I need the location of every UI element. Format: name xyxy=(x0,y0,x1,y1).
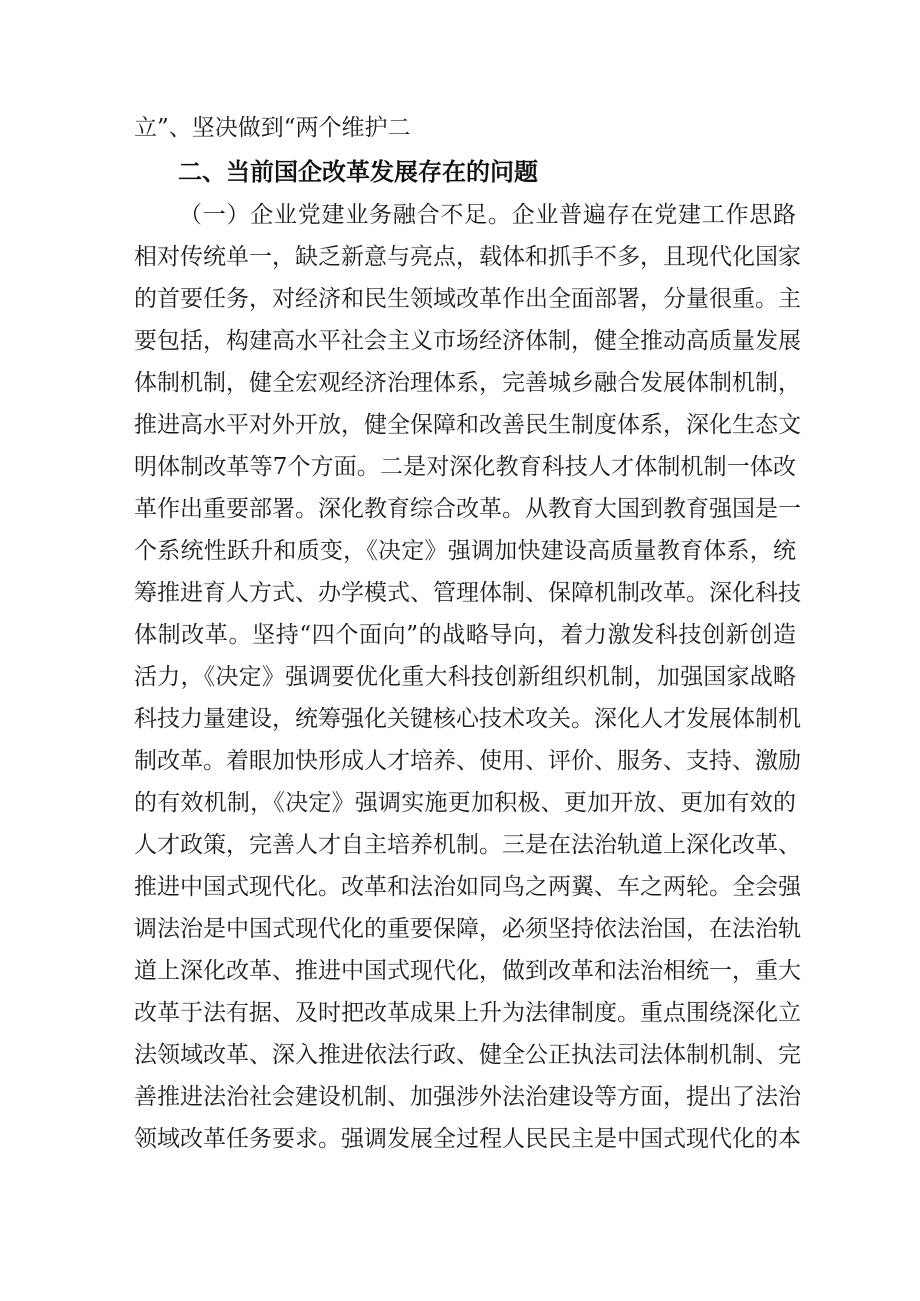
paragraph-line: 体制改革。坚持“四个面向”的战略导向，着力激发科技创新创造 xyxy=(134,622,796,648)
paragraph-line: 个系统性跃升和质变，《决定》强调加快建设高质量教育体系，统 xyxy=(134,538,796,564)
paragraph-line: 道上深化改革、推进中国式现代化，做到改革和法治相统一，重大 xyxy=(134,958,801,984)
paragraph-line: （一）企业党建业务融合不足。企业普遍存在党建工作思路 xyxy=(179,202,796,228)
paragraph-line: 的有效机制，《决定》强调实施更加积极、更加开放、更加有效的 xyxy=(134,790,796,816)
paragraph-line: 领域改革任务要求。强调发展全过程人民民主是中国式现代化的本 xyxy=(134,1126,801,1152)
paragraph-line: 推进高水平对外开放，健全保障和改善民生制度体系，深化生态文 xyxy=(134,412,801,438)
paragraph-line: 明体制改革等7个方面。二是对深化教育科技人才体制机制一体改 xyxy=(134,454,796,480)
paragraph-line: 的首要任务，对经济和民生领域改革作出全面部署，分量很重。主 xyxy=(134,286,801,312)
paragraph-line: 推进中国式现代化。改革和法治如同鸟之两翼、车之两轮。全会强 xyxy=(134,874,801,900)
paragraph-line: 革作出重要部署。深化教育综合改革。从教育大国到教育强国是一 xyxy=(134,496,801,522)
paragraph-line: 制改革。着眼加快形成人才培养、使用、评价、服务、支持、激励 xyxy=(134,748,801,774)
paragraph-line: 法领域改革、深入推进依法行政、健全公正执法司法体制机制、完 xyxy=(134,1042,801,1068)
paragraph-line: 人才政策，完善人才自主培养机制。三是在法治轨道上深化改革、 xyxy=(134,832,801,858)
paragraph-line: 体制机制，健全宏观经济治理体系，完善城乡融合发展体制机制， xyxy=(134,370,801,396)
paragraph-line: 要包括，构建高水平社会主义市场经济体制，健全推动高质量发展 xyxy=(134,328,801,354)
paragraph-line: 善推进法治社会建设机制、加强涉外法治建设等方面，提出了法治 xyxy=(134,1084,801,1110)
paragraph-line: 筹推进育人方式、办学模式、管理体制、保障机制改革。深化科技 xyxy=(134,580,801,606)
section-heading: 二、当前国企改革发展存在的问题 xyxy=(178,158,538,186)
paragraph-line: 活力，《决定》强调要优化重大科技创新组织机制，加强国家战略 xyxy=(134,664,796,690)
paragraph-line: 相对传统单一，缺乏新意与亮点，载体和抓手不多，且现代化国家 xyxy=(134,244,801,270)
paragraph-line: 科技力量建设，统筹强化关键核心技术攻关。深化人才发展体制机 xyxy=(134,706,801,732)
paragraph-line: 调法治是中国式现代化的重要保障，必须坚持依法治国，在法治轨 xyxy=(134,916,801,942)
paragraph-line: 改革于法有据、及时把改革成果上升为法律制度。重点围绕深化立 xyxy=(134,1000,801,1026)
text-line-continuation: 立”、坚决做到“两个维护二 xyxy=(134,115,411,141)
